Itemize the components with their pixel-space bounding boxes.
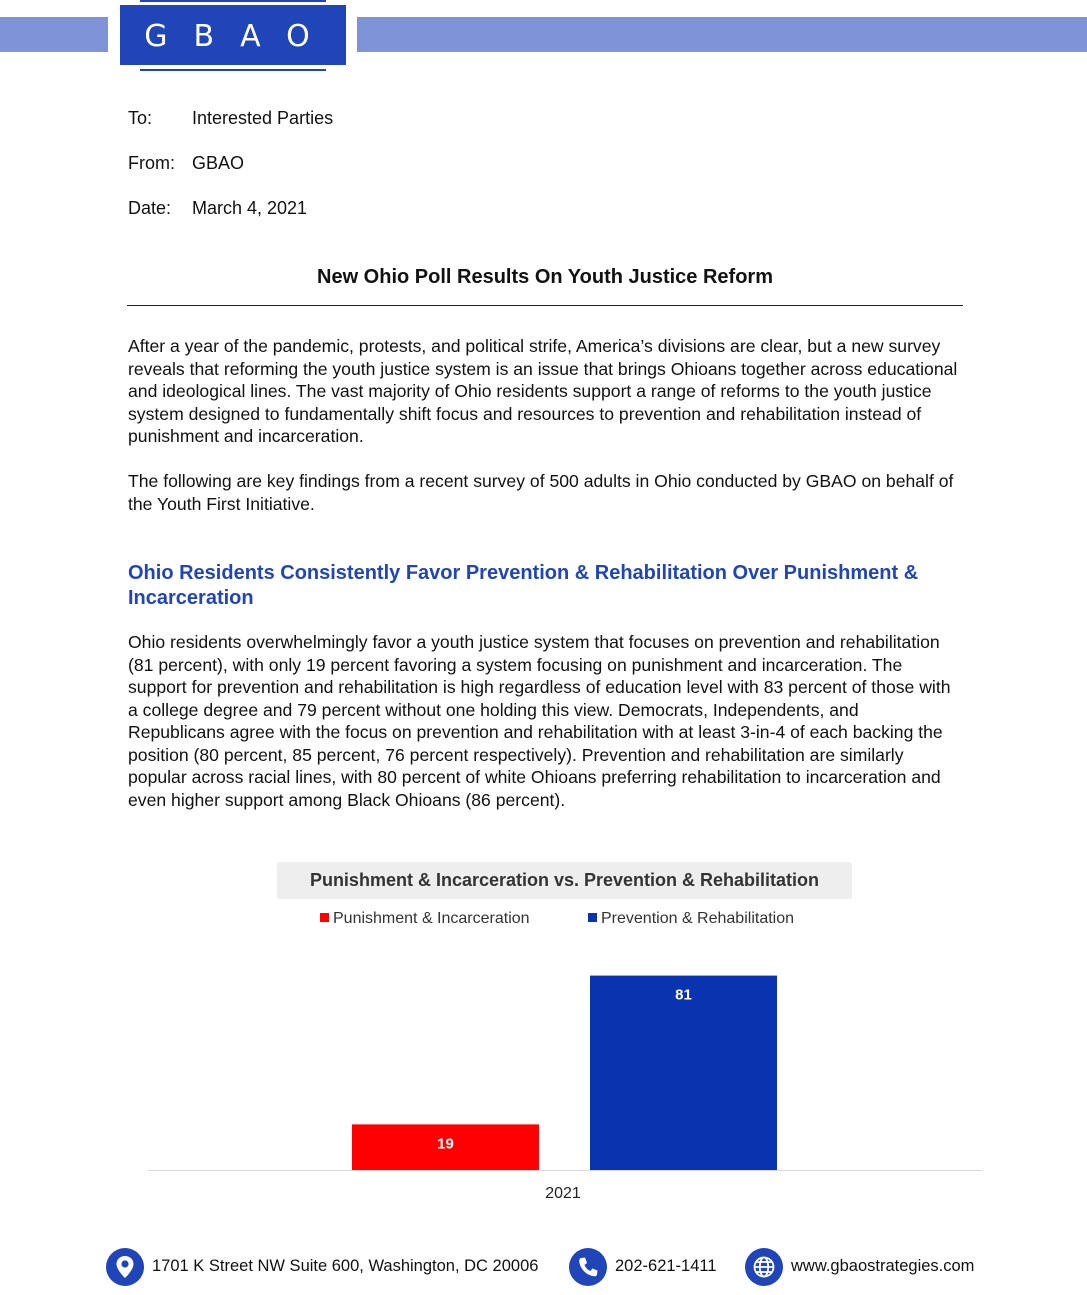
memo-from-value: GBAO <box>192 153 245 173</box>
logo-text: GBAO <box>144 19 336 54</box>
memo-date-label: Date: <box>128 198 172 218</box>
data-label-punishment: 19 <box>437 1135 454 1153</box>
body-paragraph: Ohio residents overwhelmingly favor a youth justice system that focuses on prevention and rehabilitation (81 percent), with only 19 percent favoring a system focusing on punishment and incarceration. The support for prevention and rehabilitation is high regardless of education level with 83 percent of those with a college degree and 79 percent without one holding this view. Democrats, Independents, and Republicans agree with the focus on prevention and rehabilitation with at least 3-in-4 of each backing the position (80 percent, 85 percent, 76 percent respectively). Prevention and rehabilitation are similarly popular across racial lines, with 80 percent of white Ohioans preferring rehabilitation to incarceration and even higher support among Black Ohioans (86 percent). <box>128 632 951 810</box>
location-pin-icon <box>106 1248 144 1286</box>
footer-website-text[interactable]: www.gbaostrategies.com <box>791 1257 975 1275</box>
memo-to-value: Interested Parties <box>192 108 334 128</box>
intro-paragraph: After a year of the pandemic, protests, and political strife, America’s divisions are clear, but a new survey reveals that reforming the youth justice system is an issue that brings Ohioans together across educational and ideological lines. The vast majority of Ohio residents support a range of reforms to the youth justice system designed to fundamentally shift focus and resources to prevention and rehabilitation instead of punishment and incarceration. <box>128 336 958 446</box>
findings-paragraph: The following are key findings from a recent survey of 500 adults in Ohio conducted by GBAO on behalf of the Youth First Initiative. <box>128 471 954 514</box>
memo-from-label: From: <box>128 153 175 173</box>
footer-address-text: 1701 K Street NW Suite 600, Washington, DC 20006 <box>152 1257 539 1275</box>
memo-date-value: March 4, 2021 <box>192 198 308 218</box>
bar-prevention <box>590 976 777 1170</box>
document-title: New Ohio Poll Results On Youth Justice Reform <box>317 266 773 288</box>
chart-title: Punishment & Incarceration vs. Prevention & Rehabilitation <box>277 862 852 899</box>
phone-icon <box>569 1248 607 1286</box>
globe-icon <box>745 1248 783 1286</box>
section-heading: Ohio Residents Consistently Favor Prevention & Rehabilitation Over Punishment & Incarceration <box>128 562 919 609</box>
data-label-prevention: 81 <box>675 986 692 1004</box>
footer-phone <box>569 1248 739 1286</box>
legend-label-prevention: Prevention & Rehabilitation <box>601 910 795 927</box>
footer-website <box>745 1248 985 1286</box>
legend-label-punishment: Punishment & Incarceration <box>333 910 530 927</box>
x-tick-label: 2021 <box>545 1185 581 1202</box>
memo-to-label: To: <box>128 108 153 128</box>
footer-address <box>106 1248 566 1286</box>
footer-phone-text: 202-621-1411 <box>615 1257 717 1275</box>
